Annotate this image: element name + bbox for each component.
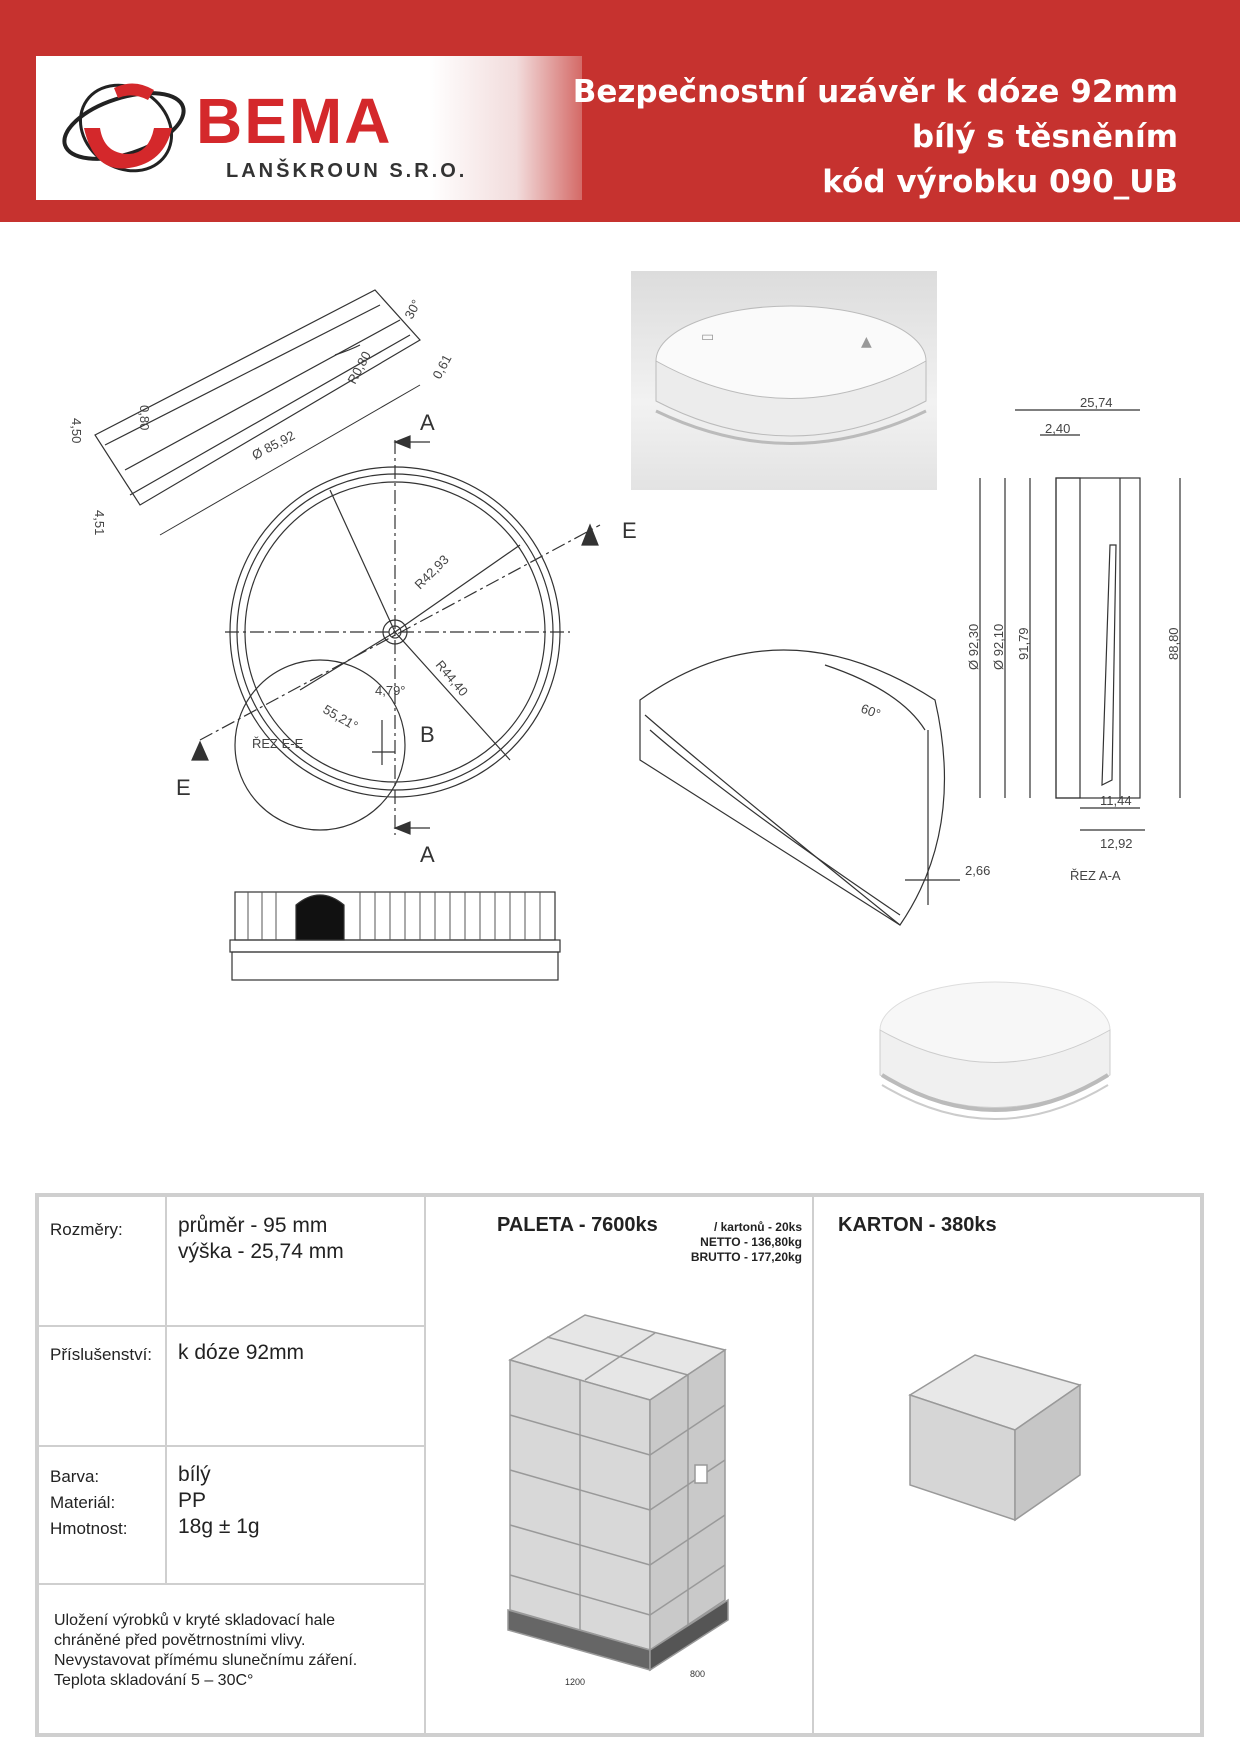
dim-r42-93: R42,93 bbox=[411, 551, 452, 593]
svg-text:▲: ▲ bbox=[861, 334, 872, 350]
bema-logo-icon bbox=[54, 68, 204, 188]
storage-line-4: Teplota skladování 5 – 30C° bbox=[54, 1672, 254, 1689]
dim-4-79-deg: 4,79° bbox=[375, 683, 406, 698]
product-title bbox=[573, 70, 1178, 205]
dim-0-61: 0,61 bbox=[429, 352, 455, 382]
dim-4-50: 4,50 bbox=[69, 418, 84, 444]
value-prislusenstvi: k dóze 92mm bbox=[178, 1341, 305, 1364]
dim-60-deg: 60° bbox=[858, 700, 883, 722]
paleta-per-carton: / kartonů - 20ks bbox=[713, 1220, 802, 1234]
logo-subtitle: LANŠKROUN S.R.O. bbox=[226, 160, 468, 182]
pallet-dim-800: 800 bbox=[690, 1669, 706, 1679]
dim-85-92: Ø 85,92 bbox=[249, 427, 298, 463]
storage-line-1: Uložení výrobků v kryté skladovací hale bbox=[54, 1612, 336, 1629]
label-barva: Barva: bbox=[50, 1467, 100, 1486]
title-line-2: bílý s těsněním bbox=[911, 119, 1178, 155]
dim-0-80: 0,80 bbox=[137, 405, 152, 431]
svg-text:▭: ▭ bbox=[701, 329, 715, 345]
storage-line-3: Nevystavovat přímému slunečnímu záření. bbox=[54, 1652, 358, 1669]
label-material: Materiál: bbox=[50, 1493, 116, 1512]
dim-11-44: 11,44 bbox=[1100, 793, 1132, 808]
dim-r0-80: R0,80 bbox=[344, 348, 374, 387]
label-hmotnost: Hmotnost: bbox=[50, 1519, 128, 1538]
value-material: PP bbox=[178, 1489, 207, 1512]
storage-note bbox=[54, 1611, 357, 1691]
paleta-netto: NETTO - 136,80kg bbox=[700, 1235, 802, 1249]
dim-12-92: 12,92 bbox=[1100, 836, 1133, 851]
detail-letter-b: B bbox=[420, 722, 435, 747]
technical-drawing bbox=[0, 230, 1240, 990]
dim-4-51: 4,51 bbox=[92, 510, 107, 536]
section-letter-e-left: E bbox=[176, 775, 191, 800]
header-banner bbox=[0, 0, 1240, 222]
pallet-illustration-icon bbox=[500, 1305, 740, 1705]
dim-25-74: 25,74 bbox=[1080, 395, 1113, 410]
section-letter-e-right: E bbox=[622, 518, 637, 543]
title-line-1: Bezpečnostní uzávěr k dóze 92mm bbox=[572, 74, 1178, 110]
dim-r44-40: R44,40 bbox=[432, 657, 472, 700]
value-vyska: výška - 25,74 mm bbox=[178, 1240, 344, 1263]
carton-box-icon bbox=[905, 1345, 1085, 1525]
dim-2-40: 2,40 bbox=[1045, 421, 1071, 436]
dim-30-deg: 30° bbox=[401, 296, 424, 322]
karton-title: KARTON - 380ks bbox=[838, 1214, 997, 1236]
value-barva: bílý bbox=[178, 1463, 211, 1486]
section-letter-a-top: A bbox=[420, 410, 435, 435]
pallet-dim-1200: 1200 bbox=[565, 1677, 586, 1687]
title-line-3: kód výrobku 090_UB bbox=[822, 164, 1178, 200]
dim-92-30: Ø 92,30 bbox=[966, 623, 981, 670]
logo-name: BEMA bbox=[196, 85, 393, 157]
label-prislusenstvi: Příslušenství: bbox=[50, 1345, 153, 1364]
storage-line-2: chráněné před povětrnostními vlivy. bbox=[54, 1632, 306, 1649]
dim-91-79: 91,79 bbox=[1016, 627, 1031, 660]
paleta-info bbox=[640, 1220, 802, 1265]
value-rozmery bbox=[178, 1213, 344, 1265]
dim-92-10: Ø 92,10 bbox=[991, 623, 1006, 670]
paleta-brutto: BRUTTO - 177,20kg bbox=[690, 1250, 802, 1264]
logo-box bbox=[36, 56, 582, 200]
label-rez-ee: ŘEZ E-E bbox=[252, 736, 304, 751]
dim-2-66: 2,66 bbox=[965, 863, 991, 878]
value-hmotnost: 18g ± 1g bbox=[178, 1515, 260, 1538]
label-rez-aa: ŘEZ A-A bbox=[1070, 868, 1121, 883]
paleta-title: PALETA - 7600ks bbox=[497, 1214, 658, 1236]
label-rozmery: Rozměry: bbox=[50, 1220, 123, 1239]
dim-55-21-deg: 55,21° bbox=[320, 701, 361, 734]
dim-88-80: 88,80 bbox=[1166, 627, 1181, 660]
section-letter-a-bottom: A bbox=[420, 842, 435, 867]
value-prumer: průměr - 95 mm bbox=[178, 1214, 328, 1237]
